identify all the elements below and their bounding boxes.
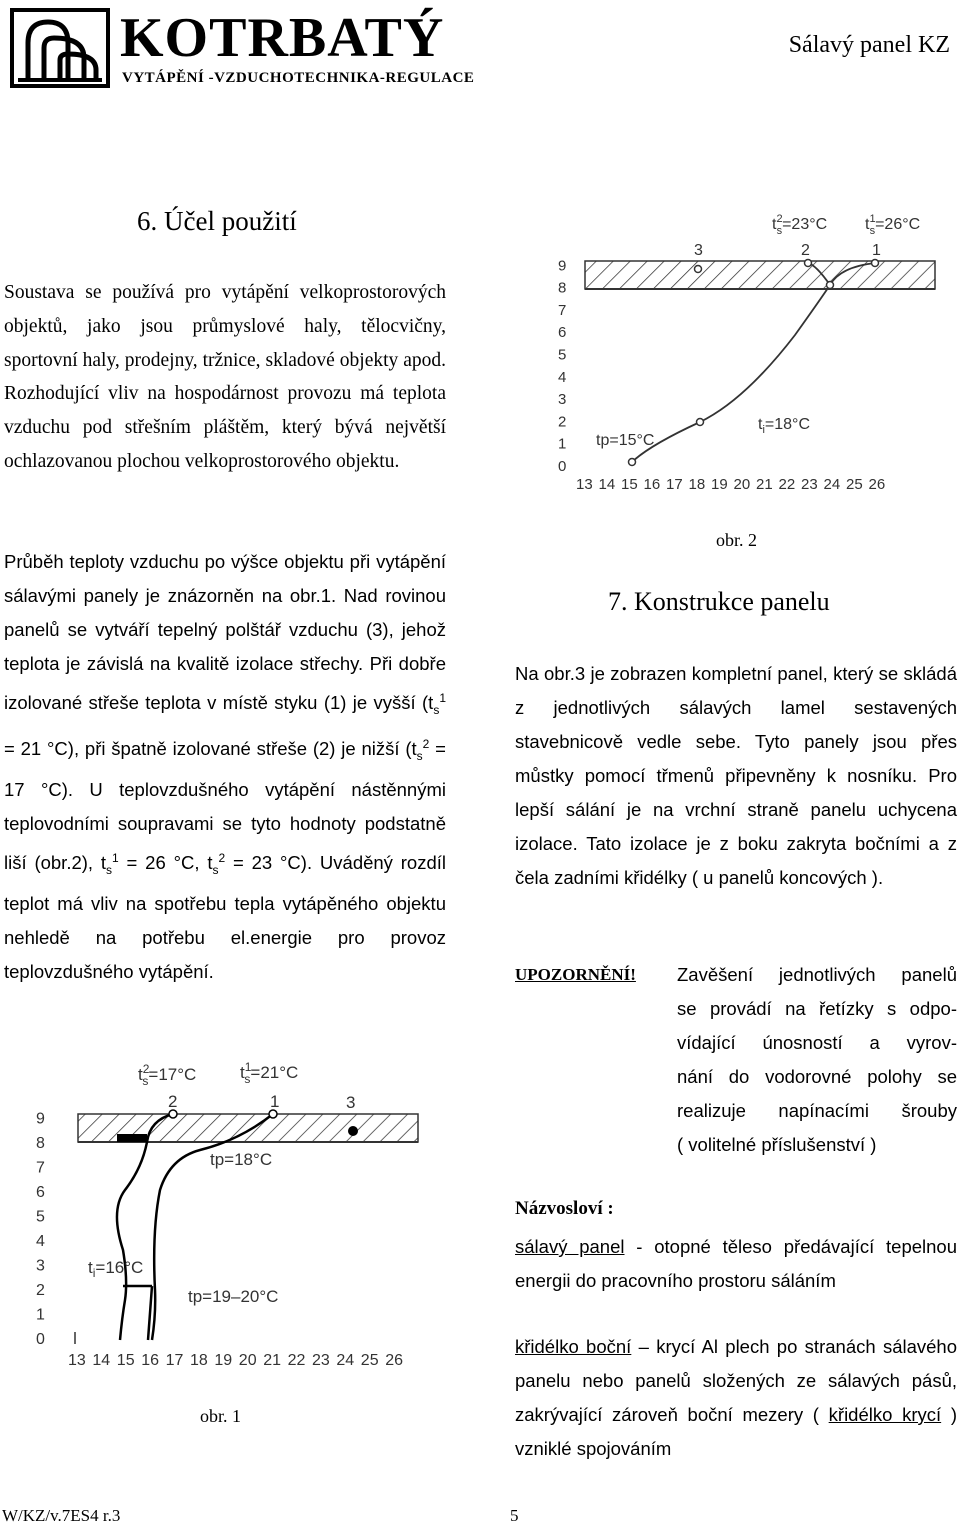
x-tick-label: 19 (214, 1352, 233, 1369)
fig1-curve-poor (117, 1114, 173, 1340)
fig1-num-1: 1 (270, 1092, 280, 1111)
x-tick-label: 21 (756, 476, 773, 493)
x-tick-label: 23 (801, 476, 818, 493)
company-tagline: VYTÁPĚNÍ -VZDUCHOTECHNIKA-REGULACE (122, 70, 475, 86)
x-tick-label: 26 (868, 476, 886, 493)
warning-line: Zavěšení jednotlivých panelů (677, 964, 957, 985)
x-tick-label: 24 (336, 1352, 355, 1369)
sub-s: s (433, 702, 440, 717)
sub-s: s (416, 748, 423, 763)
x-tick-label: 18 (190, 1352, 208, 1369)
glossary-entry-2 (515, 1330, 957, 1466)
x-tick-label: 22 (778, 476, 796, 493)
y-tick-label: 6 (558, 324, 567, 342)
y-tick-label: 8 (36, 1135, 45, 1152)
figure-1-caption: obr. 1 (200, 1406, 242, 1426)
glossary-def-3: ) vzniklé spojováním (515, 1404, 957, 1459)
paragraph-text: Soustava se používá pro vytápění velkoprostorových objektů, jako jsou průmyslové haly, tělocvičny, sportovní haly, prodejny, tržnice, skladové objekty apod. Rozhodující vliv na hospodárnost provozu má teplota vzduchu pod střešním pláštěm, který bývá největší ochlazovanou plochou velkoprostorového objektu. (4, 282, 446, 472)
para2-part5: = 23 °C). Uváděný rozdíl teplot má vliv na spotřebu tepla vytápěného objektu nehledě na potřebu el.energie pro provoz teplovzdušného vytápění. (4, 851, 447, 982)
x-tick-label: 25 (846, 476, 863, 493)
glossary-entry-1 (515, 1230, 957, 1298)
y-tick-label: 6 (36, 1184, 45, 1201)
x-tick-label: 13 (68, 1352, 86, 1369)
section-7-paragraph: Na obr.3 je zobrazen kompletní panel, který se skládá z jednotlivých sálavých lamel sestavených stavebnicově vedle sebe. Tyto panely jsou přes můstky pomocí třmenů připevněny k nosníku. Pro lepší sálání je na vrchní straně panelu uchycena izolace. Tato izolace je z boku zakryta bočními a z čela zadními křidélky ( u panelů koncových ). (515, 663, 957, 888)
section-6-paragraph-2 (4, 545, 446, 989)
y-tick-label: 9 (36, 1110, 45, 1128)
y-tick-label: 4 (36, 1233, 45, 1250)
x-tick-label: 19 (711, 476, 728, 493)
warning-text (677, 958, 957, 1162)
footer-doc-code: W/KZ/v.7ES4 r.3 (2, 1506, 121, 1525)
y-tick-label: 1 (558, 435, 567, 453)
x-tick-label: 16 (643, 476, 661, 493)
sup-1: 1 (439, 691, 446, 705)
y-tick-label: 5 (558, 346, 567, 364)
para2-part1: Průběh teploty vzduchu po výšce objektu při vytápění sálavými panely je znázorněn na obr.1. Nad rovinou panelů se vytváří tepelný polštář vzduchu (3), jehož teplota je závislá na kvalitě izolace střechy. Při dobře izolované střeše teplota v místě styku (1) je vyšší (t (4, 551, 446, 714)
x-tick-label: 24 (823, 476, 841, 493)
figure-2-caption: obr. 2 (716, 530, 758, 550)
x-tick-label: 15 (621, 476, 638, 493)
fig1-tp-top: tp=18°C (210, 1150, 273, 1169)
glossary-term-3: křidélko krycí (828, 1404, 942, 1425)
y-tick-label: 8 (558, 279, 567, 297)
x-tick-label: 14 (92, 1352, 111, 1369)
section-6-paragraph-1 (4, 276, 446, 479)
company-name: KOTRBATÝ (120, 7, 445, 69)
sup-1: 1 (112, 850, 119, 865)
sub-s: s (106, 862, 113, 877)
fig1-label-ts2: $t^2$ s=17°C (138, 1062, 197, 1088)
fig2-num-2: 2 (801, 242, 810, 259)
glossary-term-2: křidélko boční (515, 1336, 632, 1357)
sub-s: s (212, 862, 219, 877)
y-tick-label: 0 (36, 1331, 45, 1348)
x-tick-label: 26 (385, 1352, 403, 1369)
y-tick-label: 7 (36, 1159, 45, 1177)
x-tick-label: 18 (688, 476, 706, 493)
fig1-point-3 (348, 1126, 358, 1136)
y-tick-label: 4 (558, 368, 567, 386)
figure-1-diagram (30, 1050, 440, 1380)
fig2-num-1: 1 (872, 242, 881, 259)
fig1-label-ts1: $t^1$ s=21°C (240, 1060, 299, 1086)
x-tick-label: 14 (598, 476, 616, 493)
fig2-label-ts2: $t^2$ s=23°C (772, 213, 828, 237)
fig1-curve-mid (123, 1286, 152, 1340)
warning-line: vídající únosností a vyrov- (677, 1032, 957, 1053)
document-title: Sálavý panel KZ (788, 32, 950, 58)
figure-2-diagram (550, 205, 950, 495)
x-tick-label: 22 (287, 1352, 306, 1369)
fig2-x-ticks (576, 476, 885, 493)
fig2-num-3: 3 (694, 242, 703, 259)
y-tick-label: 7 (558, 301, 567, 319)
fig2-roof (585, 261, 935, 289)
fig1-num-2: 2 (168, 1092, 178, 1111)
y-tick-label: 5 (36, 1208, 45, 1226)
x-tick-label: 13 (576, 476, 593, 493)
section-6-title: 6. Účel použití (137, 206, 297, 236)
section-7-title: 7. Konstrukce panelu (608, 587, 830, 616)
sup-2: 2 (218, 850, 226, 865)
x-tick-label: 21 (263, 1352, 281, 1369)
fig1-y-ticks (36, 1111, 45, 1349)
fig1-num-3: 3 (346, 1093, 356, 1112)
y-tick-label: 1 (36, 1306, 45, 1324)
glossary-def-1: - otopné těleso předávající tepelnou energii do pracovního prostoru sáláním (515, 1236, 958, 1291)
fig2-label-ts1: $t^1$ s=26°C (865, 213, 921, 237)
y-tick-label: 3 (36, 1257, 45, 1275)
y-tick-label: 2 (36, 1282, 45, 1299)
para2-part2: = 21 °C), při špatně izolované střeše (2) je nižší (t (4, 738, 417, 759)
footer-page-number: 5 (510, 1506, 519, 1525)
fig1-panel (117, 1134, 147, 1142)
glossary-term-1: sálavý panel (515, 1236, 625, 1257)
x-tick-label: 17 (666, 476, 683, 493)
y-tick-label: 0 (558, 458, 567, 475)
x-tick-label: 16 (141, 1352, 159, 1369)
warning-line: ( volitelné příslušenství ) (677, 1134, 877, 1155)
logo-emblem-icon (10, 8, 110, 88)
x-tick-label: 15 (116, 1352, 135, 1369)
sup-2: 2 (422, 736, 430, 751)
y-tick-label: 9 (558, 257, 567, 275)
y-tick-label: 3 (558, 391, 567, 409)
x-tick-label: 20 (238, 1352, 257, 1369)
warning-line: se provádí na řetízky s odpo- (677, 998, 957, 1019)
fig1-ti: $t_i=16^\circ C$ (88, 1258, 144, 1280)
fig1-x-ticks (68, 1352, 403, 1369)
glossary-def-2: – krycí Al plech po stranách sálavého panelu nebo panelů složených ze sálavých pásů, zakrývající zároveň boční mezery ( (515, 1336, 957, 1425)
fig2-y-ticks (558, 257, 566, 475)
fig2-ti: $t_i=18^\circ C$ (758, 416, 810, 436)
y-tick-label: 2 (558, 413, 567, 431)
x-tick-label: 17 (165, 1352, 184, 1369)
x-tick-label: 20 (733, 476, 751, 493)
fig2-curve (632, 263, 875, 462)
fig2-tp: tp=15°C (596, 432, 655, 449)
x-tick-label: 25 (360, 1352, 379, 1369)
warning-label: UPOZORNĚNÍ! (515, 965, 636, 984)
glossary-title: Názvosloví : (515, 1198, 614, 1219)
warning-line: nání do vodorovné polohy se (677, 1066, 957, 1087)
fig1-curve-good (152, 1114, 273, 1340)
fig1-tp-bottom: tp=19–20°C (188, 1287, 279, 1306)
para2-part3: = 17 °C). U teplovzdušného vytápění nástěnnými teplovodními soupravami se tyto hodnoty podstatně liší (obr.2), t (4, 738, 446, 873)
warning-line: realizuje napínacími šrouby (677, 1100, 957, 1121)
x-tick-label: 23 (312, 1352, 330, 1369)
para2-part4: = 26 °C, t (118, 851, 213, 873)
company-logo (10, 8, 110, 88)
